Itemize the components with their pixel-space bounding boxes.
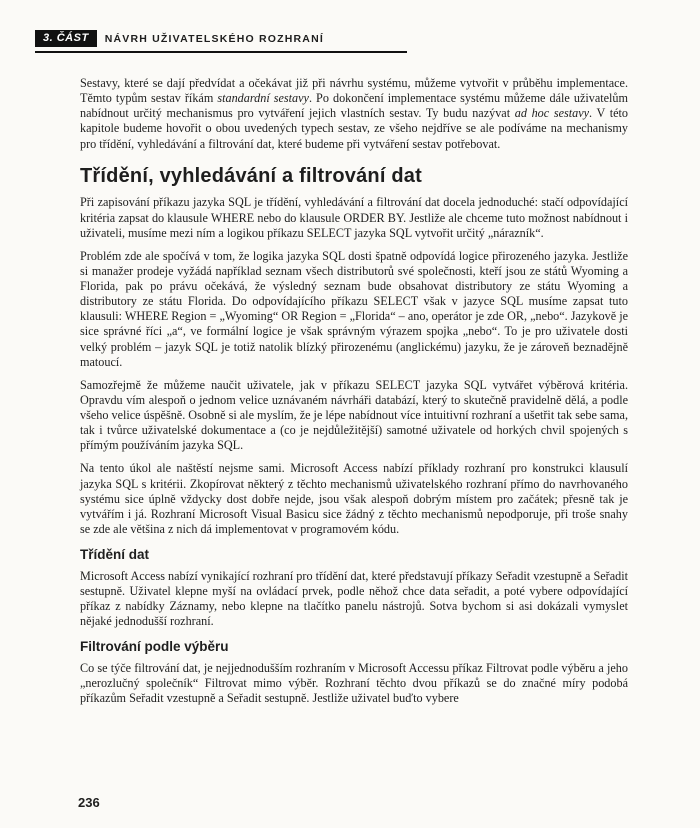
intro-italic-standard-reports: standardní sestavy (217, 91, 309, 106)
intro-text-1: Sestavy, které se dají předvídat a očekávat již při návrhu systému, můžeme vytvořit v průběhu implementace. Těmto typům sestav říkám (80, 76, 628, 106)
subsection-heading-filter-by-selection: Filtrování podle výběru (80, 639, 229, 655)
part-number-badge: 3. ČÁST (35, 30, 97, 47)
section-paragraph-1: Při zapisování příkazu jazyka SQL je třídění, vyhledávání a filtrování dat docela jednoduché: stačí odpovídající kritéria zapsat do klausule WHERE nebo do klausule ORDER BY. Jestliže ale chceme tuto možnost nabídnout i uživateli, musíme mezi ním a logikou příkazu SELECT jazyka SQL vytvořit určitý „nárazník“. (80, 195, 628, 240)
section-heading: Třídění, vyhledávání a filtrování dat (80, 164, 422, 187)
sorting-paragraph: Microsoft Access nabízí vynikající rozhraní pro třídění dat, které představují příkazy Seřadit vzestupně a Seřadit sestupně. Uživatel klepne myší na ovládací prvek, podle něhož chce data seřadit, a poté vybere odpovídající příkaz z nabídky Záznamy, nebo klepne na tlačítko panelu nástrojů. Sotva bychom si asi dokázali vymyslet nějaké jednodušší rozhraní. (80, 568, 628, 629)
subsection-heading-sorting: Třídění dat (80, 547, 150, 563)
section-paragraph-2: Problém zde ale spočívá v tom, že logika jazyka SQL dosti špatně odpovídá logice přirozeného jazyka. Jestliže si manažer prodeje vyžádá například seznam všech distributorů své společnosti, kteří jsou ze států Wyoming a Florida, pak po právu očekává, že výsledný seznam bude obsahovat distributory ze státu Wyoming a distributory ze státu Florida. Do odpovídajícího příkazu SELECT však v jazyce SQL musíme zapsat tuto klausuli: WHERE Region = „Wyoming“ OR Region = „Florida“ – ano, operátor je zde OR, „nebo“. Jazykově je sice správné říci „a“, ve formální logice je však správným výrazem spojka „nebo“. To je pro uživatele dosti velký problém – jazyk SQL je totiž natolik blízký přirozenému (anglickému) jazyku, že je zároveň beznadějně matoucí. (80, 248, 628, 369)
intro-italic-adhoc-reports: ad hoc sestavy (514, 106, 590, 121)
section-paragraph-3: Samozřejmě že můžeme naučit uživatele, jak v příkazu SELECT jazyka SQL vytvářet výběrová kritéria. Opravdu vím alespoň o jednom velice uznávaném návrháři databází, který to skutečně pravidelně dělá, a podle všeho velice úspěšně. Osobně si ale myslím, že je lépe nabídnout více intuitivní rozhraní a ušetřit tak sebe sama, tak i tvůrce uživatelské dokumentace a (co je nejdůležitější) samotné uživatele od horkých chvil spojených s přímým používáním jazyka SQL. (80, 377, 628, 453)
page-content (80, 76, 628, 714)
filtering-paragraph: Co se týče filtrování dat, je nejjednodušším rozhraním v Microsoft Accessu příkaz Filtrovat podle výběru a jeho „nerozlučný společník“ Filtrovat mimo výběr. Rozhraní těchto dvou příkazů se do značné míry podobá příkazům Seřadit vzestupně a Seřadit sestupně. Jestliže uživatel buďto vybere (80, 661, 628, 706)
running-chapter-title: NÁVRH UŽIVATELSKÉHO ROZHRANÍ (104, 32, 324, 45)
intro-paragraph (80, 76, 628, 152)
page-number: 236 (78, 795, 100, 810)
page-header (35, 30, 407, 53)
section-paragraph-4: Na tento úkol ale naštěstí nejsme sami. Microsoft Access nabízí příklady rozhraní pro konstrukci klausulí jazyka SQL s kritérii. Zkopírovat některý z těchto mechanismů uživatelského rozhraní přímo do navrhovaného systému sice úplně vždycky dost dobře nejde, jsou však alespoň dobrým místem pro začátek; přesně tak je vytvářím i já. Rozhraní Microsoft Visual Basicu sice žádný z těchto mechanismů nepodporuje, při troše snahy se zde ale většina z nich dá implementovat v programovém kódu. (80, 461, 628, 536)
intro-text-2: . Po dokončení implementace systému můžeme dále uživatelům nabídnout určitý mechanismus pro vytváření jejich vlastních sestav. Ty budu nazývat (80, 91, 628, 121)
intro-text-3: . V této kapitole budeme hovořit o obou uvedených typech sestav, ze všeho nejdříve se ale podíváme na mechanismy pro třídění, vyhledávání a filtrování dat, které budeme při vytváření sestav potřebovat. (80, 106, 629, 151)
